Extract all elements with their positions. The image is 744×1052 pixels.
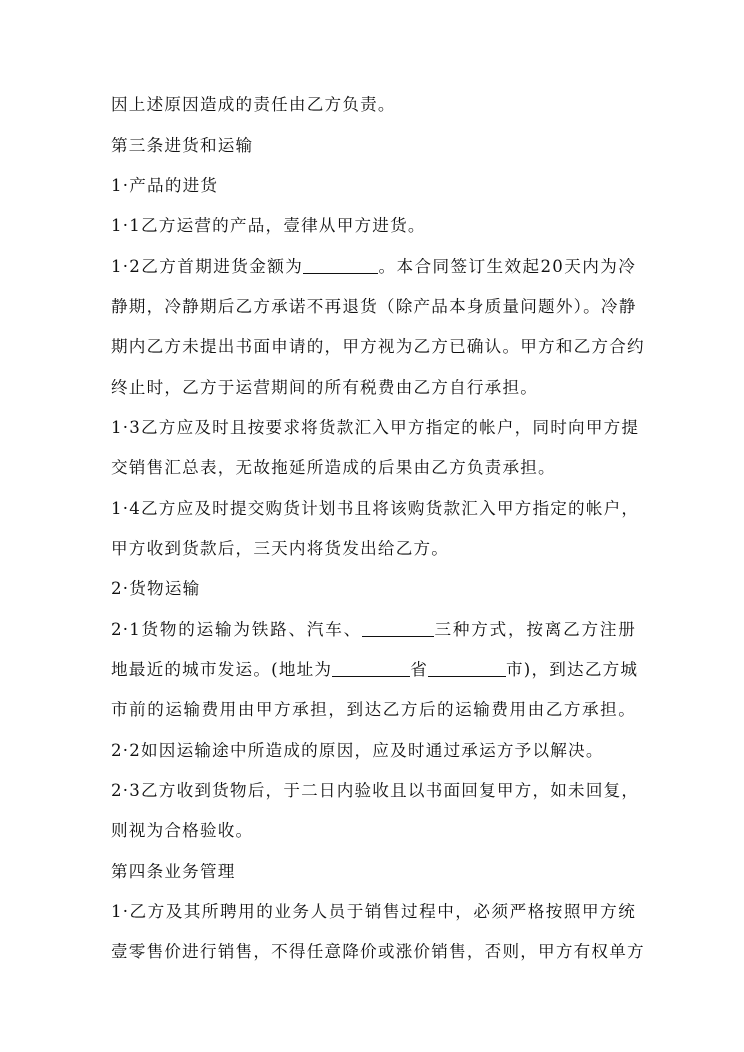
text-line: 则视为合格验收。 xyxy=(111,821,254,840)
fill-in-blank xyxy=(428,660,506,677)
text-line: 2·3乙方收到货物后，于二日内验收且以书面回复甲方，如未回复， xyxy=(111,781,640,800)
text-line: 交销售汇总表，无故拖延所造成的后果由乙方负责承担。 xyxy=(111,458,556,477)
subsection-heading: 1·产品的进货 xyxy=(111,176,219,195)
text-line: 1·3乙方应及时且按要求将货款汇入甲方指定的帐户，同时向甲方提 xyxy=(111,418,640,437)
text-line: 1·4乙方应及时提交购货计划书且将该购货款汇入甲方指定的帐户， xyxy=(111,499,640,518)
text-line: 终止时，乙方于运营期间的所有税费由乙方自行承担。 xyxy=(111,378,539,397)
text-line: 1·乙方及其所聘用的业务人员于销售过程中，必须严格按照甲方统 xyxy=(111,902,636,921)
text-line: 壹零售价进行销售，不得任意降价或涨价销售，否则，甲方有权单方 xyxy=(111,942,645,961)
section-heading: 第四条业务管理 xyxy=(111,862,236,881)
text-line: 因上述原因造成的责任由乙方负责。 xyxy=(111,95,396,114)
text-line: 期内乙方未提出书面申请的，甲方视为乙方已确认。甲方和乙方合约 xyxy=(111,337,645,356)
subsection-heading: 2·货物运输 xyxy=(111,579,201,598)
text-line: 1·2乙方首期进货金额为 。本合同签订生效起20天内为冷 xyxy=(111,257,636,276)
section-heading: 第三条进货和运输 xyxy=(111,136,254,155)
text-line: 2·1货物的运输为铁路、汽车、 三种方式，按离乙方注册 xyxy=(111,620,637,639)
fill-in-blank xyxy=(362,620,434,637)
fill-in-blank xyxy=(303,257,378,274)
text-line: 甲方收到货款后，三天内将货发出给乙方。 xyxy=(111,539,450,558)
text-line: 市前的运输费用由甲方承担，到达乙方后的运输费用由乙方承担。 xyxy=(111,700,636,719)
text-line: 静期，冷静期后乙方承诺不再退货（除产品本身质量问题外）。冷静 xyxy=(111,297,637,316)
fill-in-blank xyxy=(332,660,410,677)
text-line: 地最近的城市发运。(地址为 省 市)，到达乙方城 xyxy=(111,660,639,679)
text-line: 1·1乙方运营的产品，壹律从甲方进货。 xyxy=(111,216,426,235)
text-line: 2·2如因运输途中所造成的原因，应及时通过承运方予以解决。 xyxy=(111,741,604,760)
